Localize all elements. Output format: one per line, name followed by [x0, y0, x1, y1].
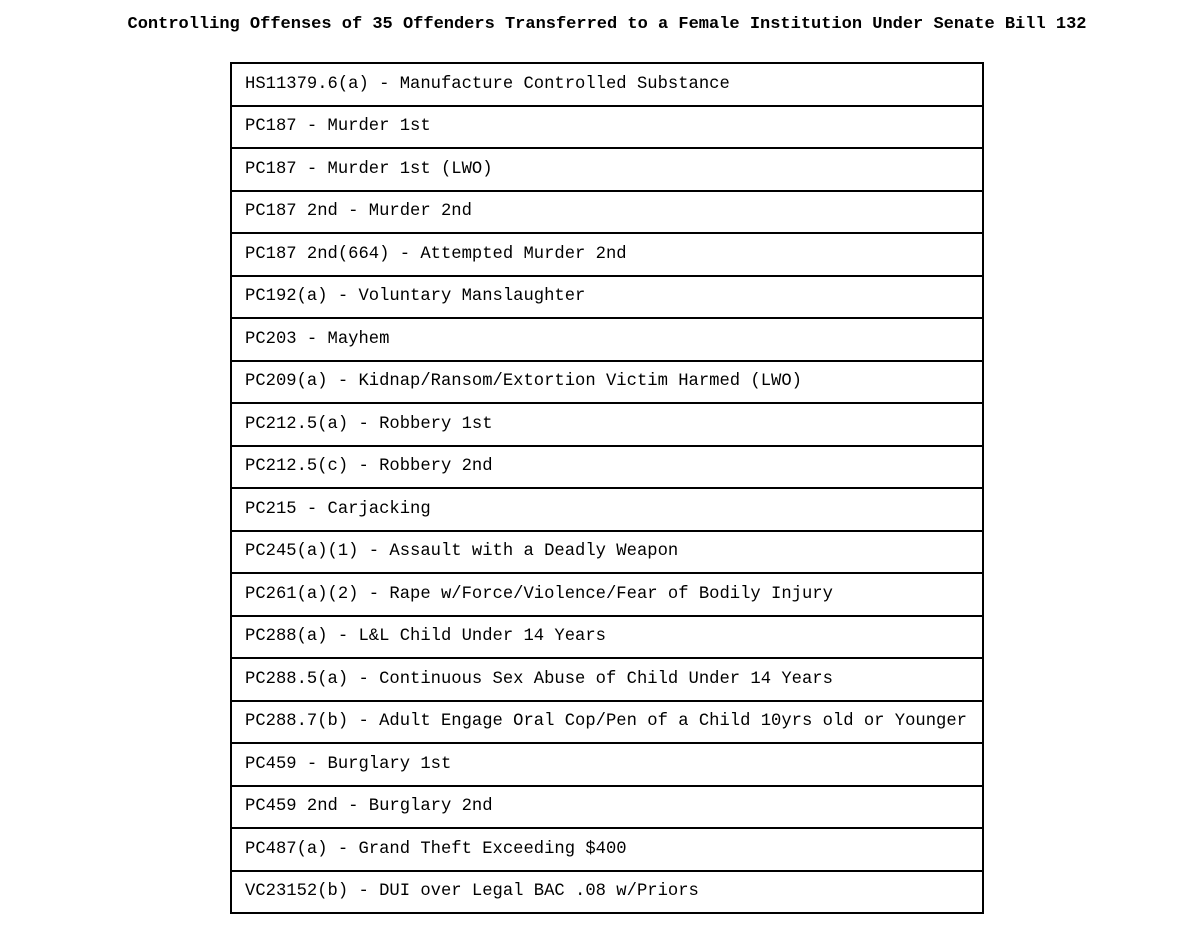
table-row: PC288(a) - L&L Child Under 14 Years — [232, 617, 982, 660]
table-row: PC203 - Mayhem — [232, 319, 982, 362]
table-row: PC288.5(a) - Continuous Sex Abuse of Child Under 14 Years — [232, 659, 982, 702]
table-row: PC459 - Burglary 1st — [232, 744, 982, 787]
table-row: PC215 - Carjacking — [232, 489, 982, 532]
table-row: PC192(a) - Voluntary Manslaughter — [232, 277, 982, 320]
table-row: PC187 2nd - Murder 2nd — [232, 192, 982, 235]
table-row: PC245(a)(1) - Assault with a Deadly Weapon — [232, 532, 982, 575]
table-row: PC209(a) - Kidnap/Ransom/Extortion Victim Harmed (LWO) — [232, 362, 982, 405]
table-row: PC288.7(b) - Adult Engage Oral Cop/Pen of a Child 10yrs old or Younger — [232, 702, 982, 745]
table-row: PC187 2nd(664) - Attempted Murder 2nd — [232, 234, 982, 277]
table-row: HS11379.6(a) - Manufacture Controlled Substance — [232, 64, 982, 107]
table-row: PC212.5(c) - Robbery 2nd — [232, 447, 982, 490]
table-row: VC23152(b) - DUI over Legal BAC .08 w/Priors — [245, 882, 699, 902]
table-row: PC261(a)(2) - Rape w/Force/Violence/Fear of Bodily Injury — [232, 574, 982, 617]
table-row: PC187 - Murder 1st (LWO) — [232, 149, 982, 192]
table-row: PC212.5(a) - Robbery 1st — [232, 404, 982, 447]
document-title: Controlling Offenses of 35 Offenders Transferred to a Female Institution Under Senate Bill 132 — [127, 15, 1087, 34]
table-row: PC459 2nd - Burglary 2nd — [232, 787, 982, 830]
table-row: PC187 - Murder 1st — [232, 107, 982, 150]
offense-table — [230, 62, 984, 914]
table-row: PC487(a) - Grand Theft Exceeding $400 — [232, 829, 982, 872]
